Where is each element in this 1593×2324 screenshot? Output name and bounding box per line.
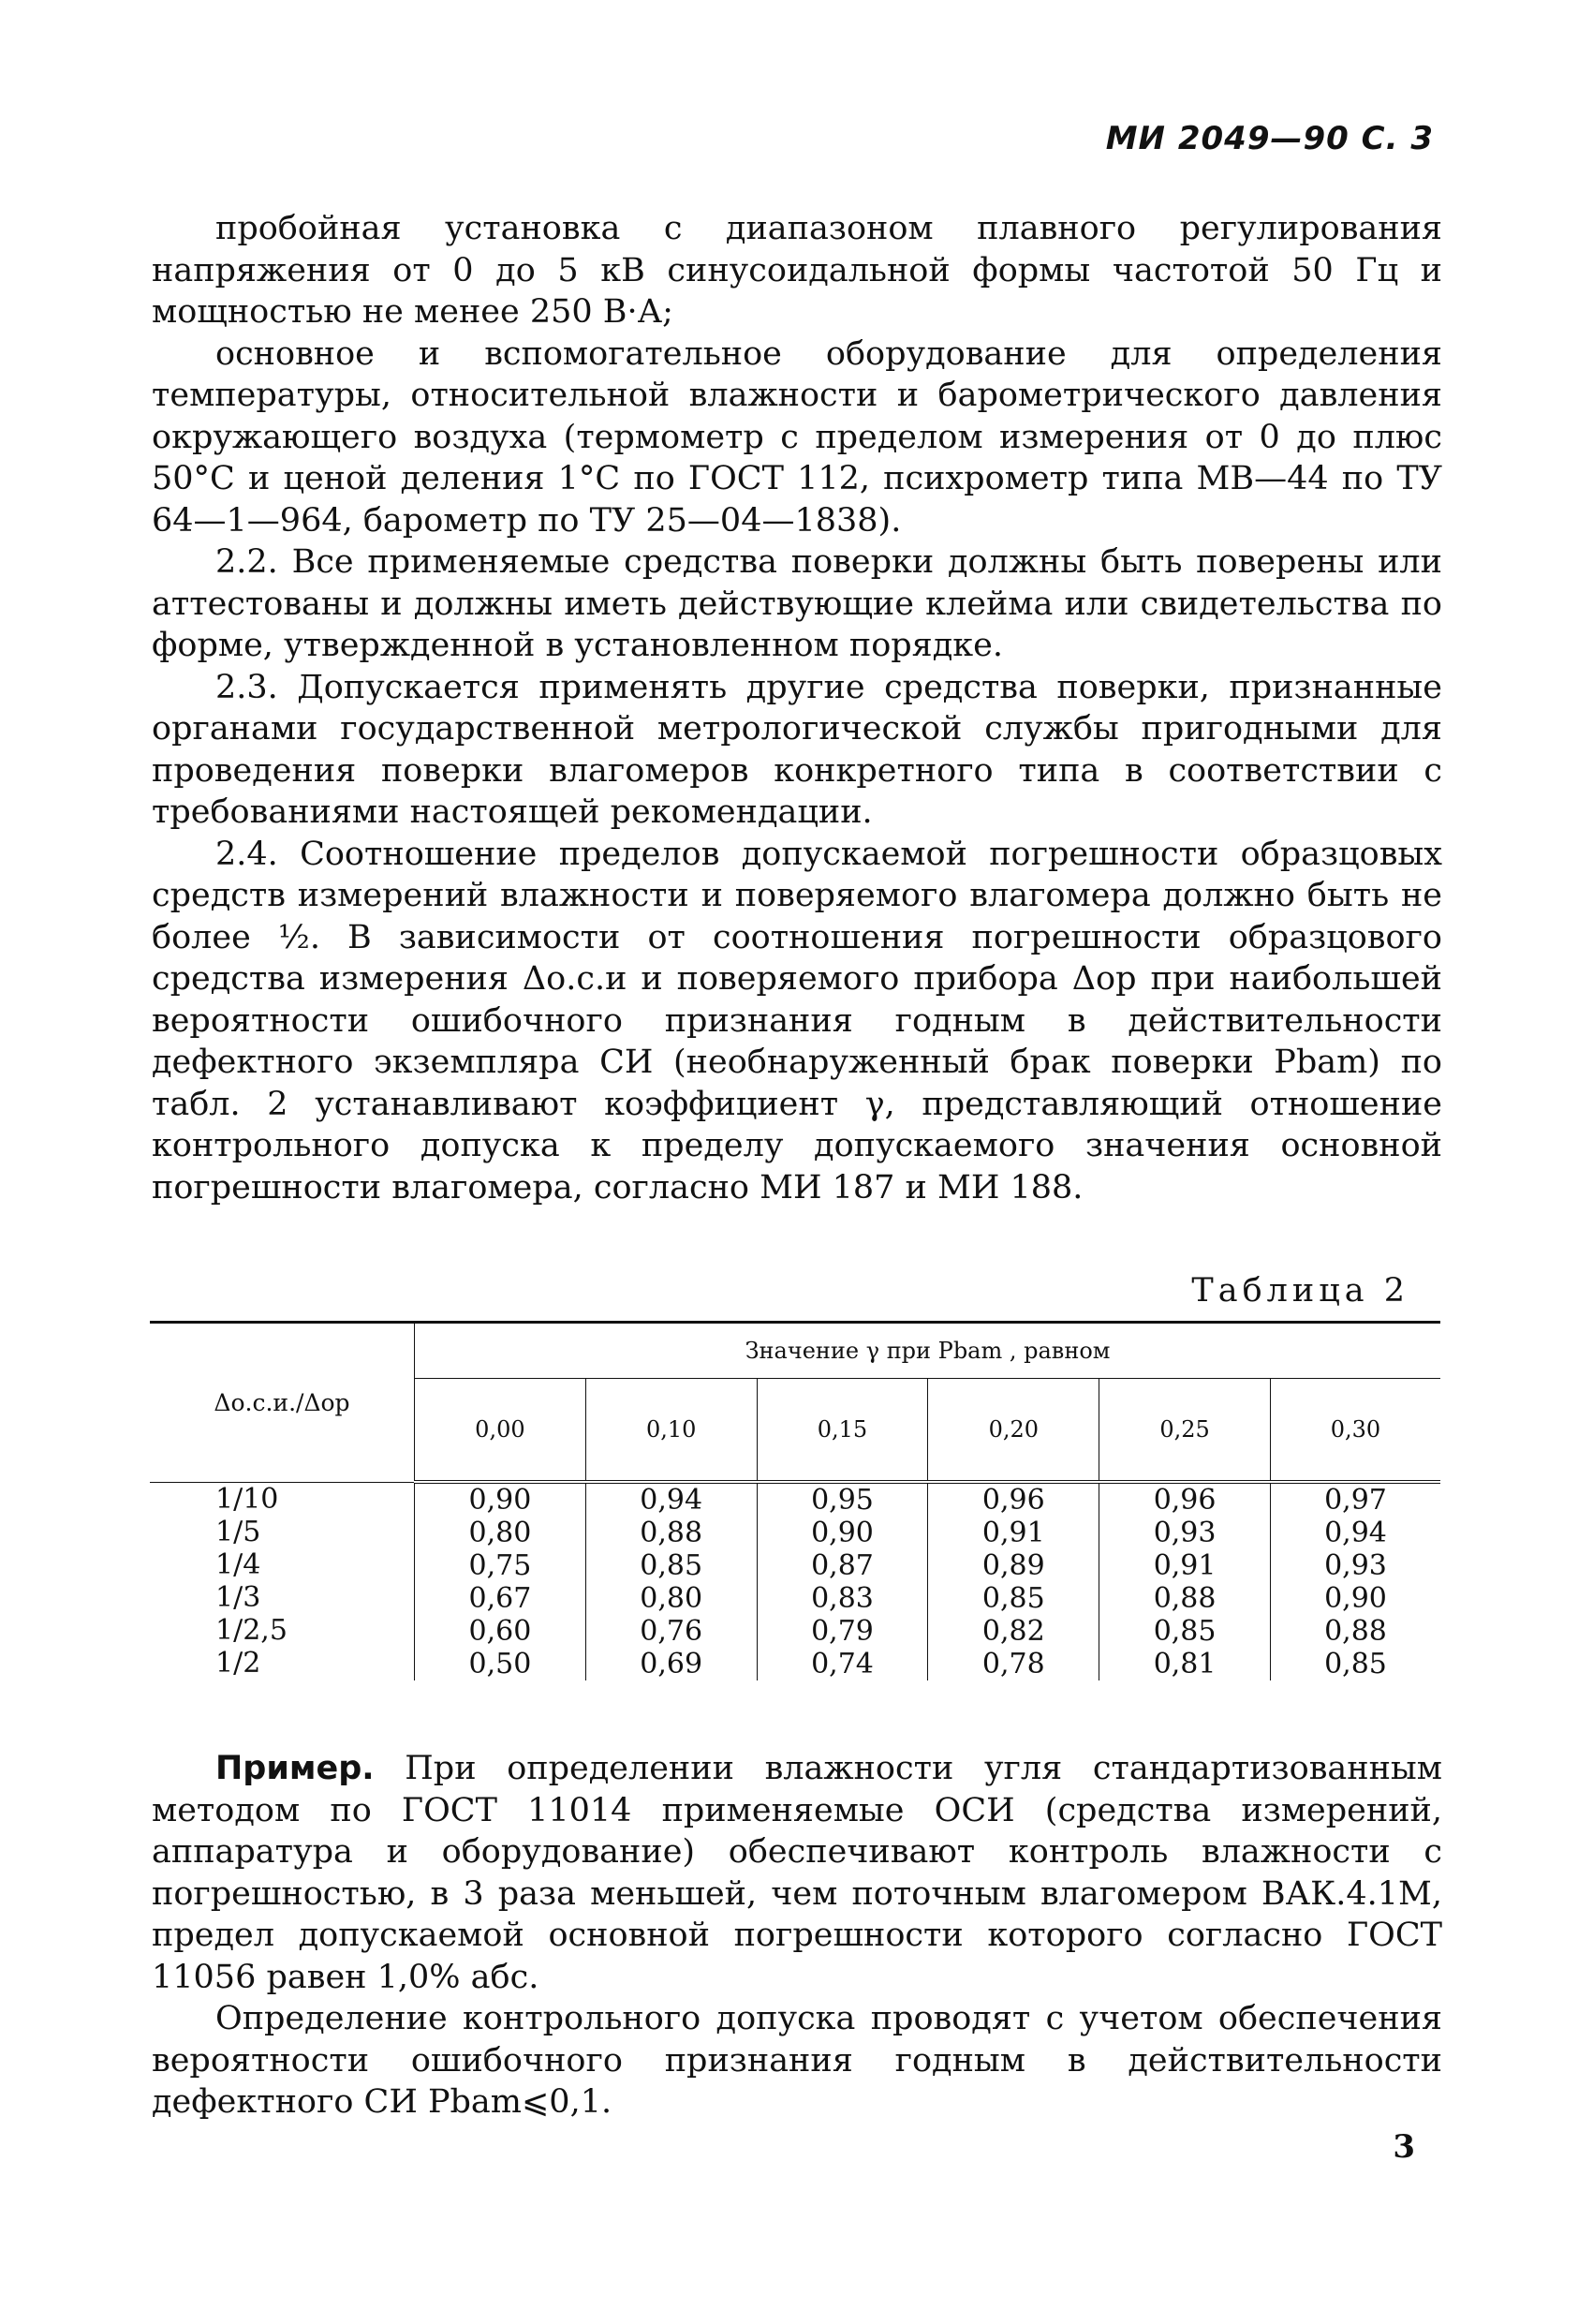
value-cell: 0,91 (981, 1517, 1045, 1549)
value-cell: 0,97 (1324, 1484, 1387, 1517)
value-cell: 0,78 (981, 1648, 1045, 1680)
value-cell: 0,80 (468, 1517, 532, 1549)
value-cell: 0,88 (640, 1517, 703, 1549)
paragraph-2-4: 2.4. Соотношение пределов допускаемой погрешности образцовых средств измерений влажности и поверяемого влагомера должно быть не более ½. В зависимости от соотношения погрешности образцового средства измерения Δо.с.и и поверяемого прибора Δор при наибольшей вероятности ошибочного признания годным в действительности дефектного экземпляра СИ (необнаруженный брак поверки Pbam) по табл. 2 устанавливают коэффициент γ, представляющий отношение контрольного допуска к пределу допускаемого значения основной погрешности влагомера, согласно МИ 187 и МИ 188. (152, 835, 1442, 1206)
value-cell: 0,82 (981, 1615, 1045, 1648)
example-paragraph (152, 1748, 1442, 1998)
column-header: 0,10 (585, 1379, 757, 1483)
value-cell: 0,76 (640, 1615, 703, 1648)
column-header: 0,00 (415, 1379, 586, 1483)
value-cell: 0,96 (1153, 1484, 1217, 1517)
ratio-cell: 1/2 (215, 1646, 261, 1680)
paragraph-equipment-1: пробойная установка с диапазоном плавного регулирования напряжения от 0 до 5 кВ синусоидальной формы частотой 50 Гц и мощностью не менее 250 В·А; (152, 210, 1442, 331)
paragraph-equipment-2: основное и вспомогательное оборудование для определения температуры, относительной влажности и барометрического давления окружающего воздуха (термометр с пределом измерения от 0 до плюс 50°С и ценой деления 1°С по ГОСТ 112, психрометр типа МВ—44 по ТУ 64—1—964, барометр по ТУ 25—04—1838). (152, 334, 1442, 540)
table-caption: Таблица 2 (1191, 1272, 1409, 1310)
value-cell: 0,93 (1324, 1549, 1387, 1582)
page-number: 3 (1393, 2128, 1415, 2166)
body-text (152, 208, 1442, 1208)
value-column-3 (928, 1482, 1099, 1680)
value-cell: 0,94 (640, 1484, 703, 1517)
stub-header: Δо.с.и./Δор (150, 1323, 415, 1483)
value-cell: 0,89 (981, 1549, 1045, 1582)
value-column-4 (1099, 1482, 1271, 1680)
value-cell: 0,85 (981, 1582, 1045, 1615)
value-cell: 0,79 (811, 1615, 874, 1648)
value-cell: 0,93 (1153, 1517, 1217, 1549)
ratio-cell: 1/4 (215, 1547, 261, 1581)
value-cell: 0,83 (811, 1582, 874, 1615)
column-header: 0,15 (757, 1379, 928, 1483)
final-paragraph: Определение контрольного допуска проводят с учетом обеспечения вероятности ошибочного признания годным в действительности дефектного СИ Pbam⩽0,1. (152, 2000, 1442, 2121)
paragraph-2-3: 2.3. Допускается применять другие средства поверки, признанные органами государственной метрологической службы пригодными для проведения поверки влагомеров конкретного типа в соответствии с требованиями настоящей рекомендации. (152, 668, 1442, 831)
table-header-row-1 (150, 1323, 1440, 1379)
ratio-cell: 1/10 (215, 1482, 279, 1516)
value-cell: 0,69 (640, 1648, 703, 1680)
value-column-2 (757, 1482, 928, 1680)
value-cell: 0,74 (811, 1648, 874, 1680)
value-cell: 0,88 (1153, 1582, 1217, 1615)
ratio-cell: 1/2,5 (215, 1613, 288, 1647)
paragraph-2-2: 2.2. Все применяемые средства поверки должны быть поверены или аттестованы и должны иметь действующие клейма или свидетельства по форме, утвержденной в установленном порядке. (152, 543, 1442, 664)
value-cell: 0,90 (468, 1484, 532, 1517)
ratio-cell: 1/5 (215, 1515, 261, 1548)
example-text: При определении влажности угля стандартизованным методом по ГОСТ 11014 применяемые ОСИ (средства измерений, аппаратура и оборудование) обеспечивают контроль влажности с погрешностью, в 3 раза меньшей, чем поточным влагомером ВАК.4.1М, предел допускаемой основной погрешности которого согласно ГОСТ 11056 равен 1,0% абс. (152, 1750, 1442, 1996)
value-cell: 0,50 (468, 1648, 532, 1680)
value-cell: 0,90 (811, 1517, 874, 1549)
value-cell: 0,87 (811, 1549, 874, 1582)
column-header: 0,20 (928, 1379, 1099, 1483)
document-header: МИ 2049—90 С. 3 (1105, 120, 1434, 157)
column-header: 0,30 (1270, 1379, 1440, 1483)
example-lead: Пример. (215, 1750, 375, 1787)
value-cell: 0,91 (1153, 1549, 1217, 1582)
value-cell: 0,75 (468, 1549, 532, 1582)
value-cell: 0,80 (640, 1582, 703, 1615)
value-cell: 0,85 (1324, 1648, 1387, 1680)
value-column-5 (1270, 1482, 1440, 1680)
value-cell: 0,85 (640, 1549, 703, 1582)
value-column-0 (415, 1482, 586, 1680)
value-cell: 0,94 (1324, 1517, 1387, 1549)
value-cell: 0,95 (811, 1484, 874, 1517)
value-cell: 0,67 (468, 1582, 532, 1615)
value-cell: 0,81 (1153, 1648, 1217, 1680)
value-cell: 0,96 (981, 1484, 1045, 1517)
value-cell: 0,60 (468, 1615, 532, 1648)
coefficient-table (150, 1321, 1440, 1680)
ratio-column (150, 1482, 415, 1680)
value-cell: 0,90 (1324, 1582, 1387, 1615)
column-header: 0,25 (1099, 1379, 1271, 1483)
after-table-text (152, 1748, 1442, 2124)
table-body (150, 1482, 1440, 1680)
group-header: Значение γ при Pbam , равном (415, 1323, 1441, 1379)
ratio-cell: 1/3 (215, 1580, 261, 1614)
value-column-1 (585, 1482, 757, 1680)
value-cell: 0,88 (1324, 1615, 1387, 1648)
value-cell: 0,85 (1153, 1615, 1217, 1648)
